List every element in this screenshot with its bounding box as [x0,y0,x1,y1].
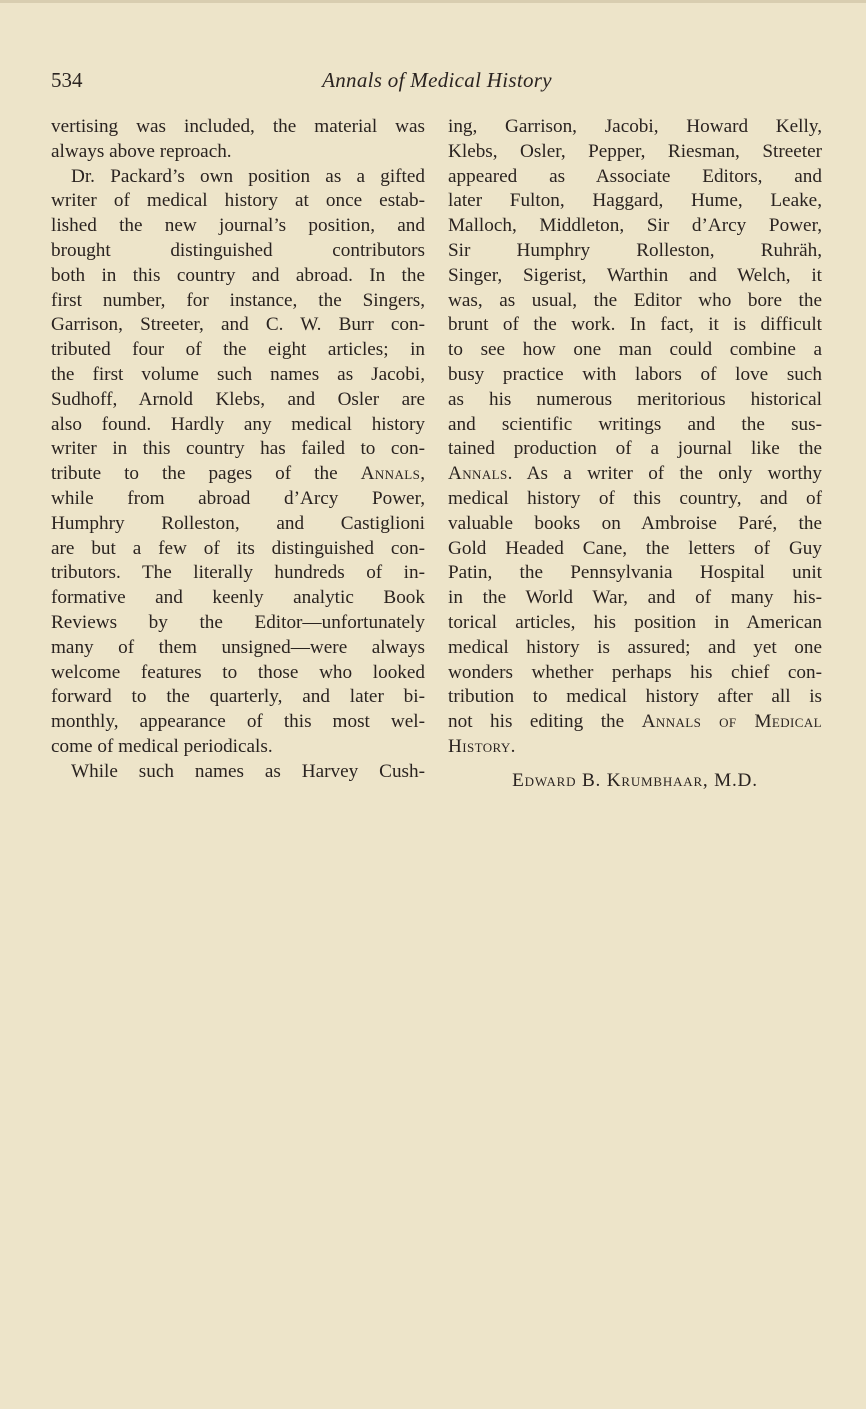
text-line: Annals. As a writer of the only worthy [448,463,822,485]
text-line: also found. Hardly any medical history [51,413,425,435]
text-line: always above reproach. [51,140,232,162]
text-line: wonders whether perhaps his chief con- [448,661,822,683]
text-line: medical history is assured; and yet one [448,636,822,658]
text-line: in the World War, and of many his- [448,587,822,609]
text-line: forward to the quarterly, and later bi- [51,686,425,708]
text-line: welcome features to those who looked [51,661,425,683]
text-line: Gold Headed Cane, the letters of Guy [448,537,822,559]
running-title: Annals of Medical History [322,68,552,92]
text-line: Reviews by the Editor—unfortunately [51,611,425,633]
text-line: and scientific writings and the sus- [448,413,822,435]
right-column [448,115,822,760]
text-line: tributors. The literally hundreds of in- [51,562,425,584]
top-edge-rule [0,0,866,3]
text-line: writer of medical history at once estab- [51,190,425,212]
text-line: appeared as Associate Editors, and [448,165,822,187]
text-line: ing, Garrison, Jacobi, Howard Kelly, [448,116,822,137]
text-line: While such names as Harvey Cush- [71,760,425,782]
text-line: torical articles, his position in American [448,611,822,633]
text-line: many of them unsigned—were always [51,636,425,658]
text-line: Klebs, Osler, Pepper, Riesman, Streeter [448,140,822,162]
text-line: tribution to medical history after all is [448,686,822,708]
text-line: while from abroad d’Arcy Power, [51,487,425,509]
text-line: Patin, the Pennsylvania Hospital unit [448,562,822,584]
text-line: brought distinguished contributors [51,239,425,261]
text-line: Humphry Rolleston, and Castiglioni [51,512,425,534]
text-line: are but a few of its distinguished con- [51,537,425,559]
page-number: 534 [51,68,83,92]
text-line: come of medical periodicals. [51,735,273,757]
text-line: not his editing the Annals of Medical [448,711,822,733]
text-line: busy practice with labors of love such [448,363,822,385]
text-line: Dr. Packard’s own position as a gifted [71,165,425,187]
page-header [51,68,823,98]
text-line: tribute to the pages of the Annals, [51,463,425,485]
text-line: tained production of a journal like the [448,438,822,460]
text-line: monthly, appearance of this most wel- [51,711,425,733]
author-signature: Edward B. Krumbhaar, M.D. [512,770,758,791]
text-line: tributed four of the eight articles; in [51,339,425,361]
text-line: Sudhoff, Arnold Klebs, and Osler are [51,388,425,410]
text-line: to see how one man could combine a [448,339,822,361]
text-line: vertising was included, the material was [51,116,425,137]
text-line: valuable books on Ambroise Paré, the [448,512,822,534]
text-line: as his numerous meritorious historical [448,388,822,410]
text-line: was, as usual, the Editor who bore the [448,289,822,311]
text-line: Sir Humphry Rolleston, Ruhräh, [448,239,822,261]
text-line: writer in this country has failed to con- [51,438,425,460]
text-line: Garrison, Streeter, and C. W. Burr con- [51,314,425,336]
left-column [51,115,425,785]
text-line: lished the new journal’s position, and [51,215,425,237]
text-line: Singer, Sigerist, Warthin and Welch, it [448,264,822,286]
text-line: History. [448,735,516,757]
text-line: medical history of this country, and of [448,487,822,509]
text-line: later Fulton, Haggard, Hume, Leake, [448,190,822,212]
text-line: first number, for instance, the Singers, [51,289,425,311]
text-line: the first volume such names as Jacobi, [51,363,425,385]
text-line: both in this country and abroad. In the [51,264,425,286]
text-line: formative and keenly analytic Book [51,587,425,609]
text-line: brunt of the work. In fact, it is difficult [448,314,822,336]
text-line: Malloch, Middleton, Sir d’Arcy Power, [448,215,822,237]
